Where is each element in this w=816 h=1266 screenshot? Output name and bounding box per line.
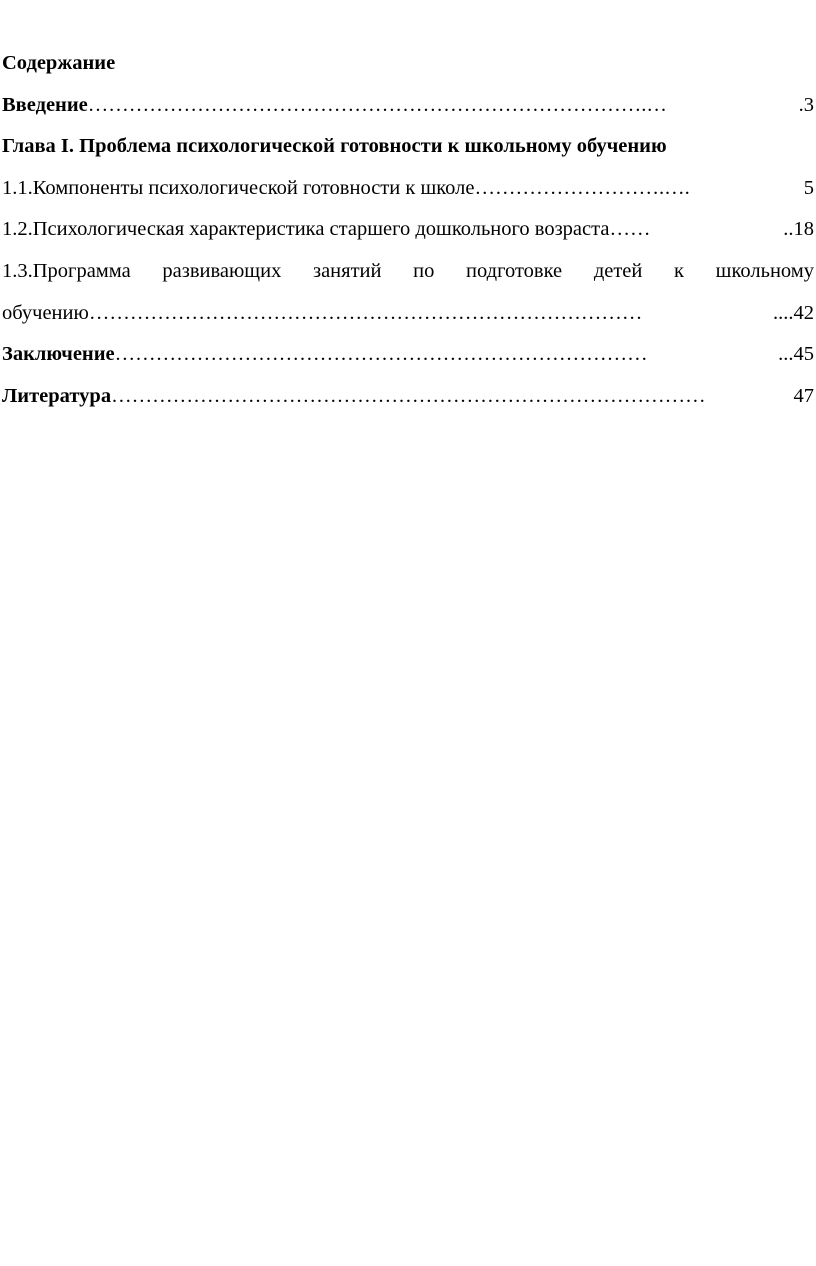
toc-entry-label: 1.2.Психологическая характеристика старшего дошкольного возраста	[2, 218, 610, 241]
toc-entry-1-2	[2, 209, 814, 251]
toc-entry-page: ...45	[778, 343, 814, 366]
table-of-contents	[2, 43, 814, 417]
toc-entry-leader: ……………………………………………………………………	[114, 343, 648, 366]
toc-entry-label: Введение	[2, 93, 88, 116]
toc-entry-page: 5	[803, 176, 814, 199]
toc-entry-page: 47	[793, 384, 814, 407]
toc-entry-leader: ……………………………………………………………………….…	[87, 93, 667, 116]
toc-title: Содержание	[2, 52, 116, 74]
toc-entry-label: Литература	[2, 384, 112, 407]
toc-entry-page: .3	[798, 93, 814, 116]
toc-entry-leader: ……………………….….	[474, 176, 690, 199]
toc-entry-introduction	[2, 85, 814, 127]
toc-entry-page: ....42	[773, 301, 814, 324]
toc-entry-leader: ……………………………………………………………………………	[111, 384, 706, 407]
toc-entry-page: ..18	[783, 218, 814, 241]
toc-entry-label: 1.1.Компоненты психологической готовности к школе	[2, 176, 475, 199]
toc-entry-1-3-line2	[2, 293, 814, 335]
toc-entry-label: обучению	[2, 301, 89, 324]
toc-entry-conclusion	[2, 334, 814, 376]
toc-entry-1-3-line1: 1.3.Программа развивающих занятий по подготовке детей к школьному	[2, 259, 814, 282]
toc-entry-leader: ………………………………………………………………………	[88, 301, 643, 324]
toc-entry-leader: ……	[609, 218, 651, 241]
toc-entry-literature	[2, 376, 814, 418]
toc-entry-1-1	[2, 168, 814, 210]
toc-entry-label: Заключение	[2, 343, 115, 366]
toc-chapter-heading: Глава I. Проблема психологической готовности к школьному обучению	[2, 135, 667, 158]
